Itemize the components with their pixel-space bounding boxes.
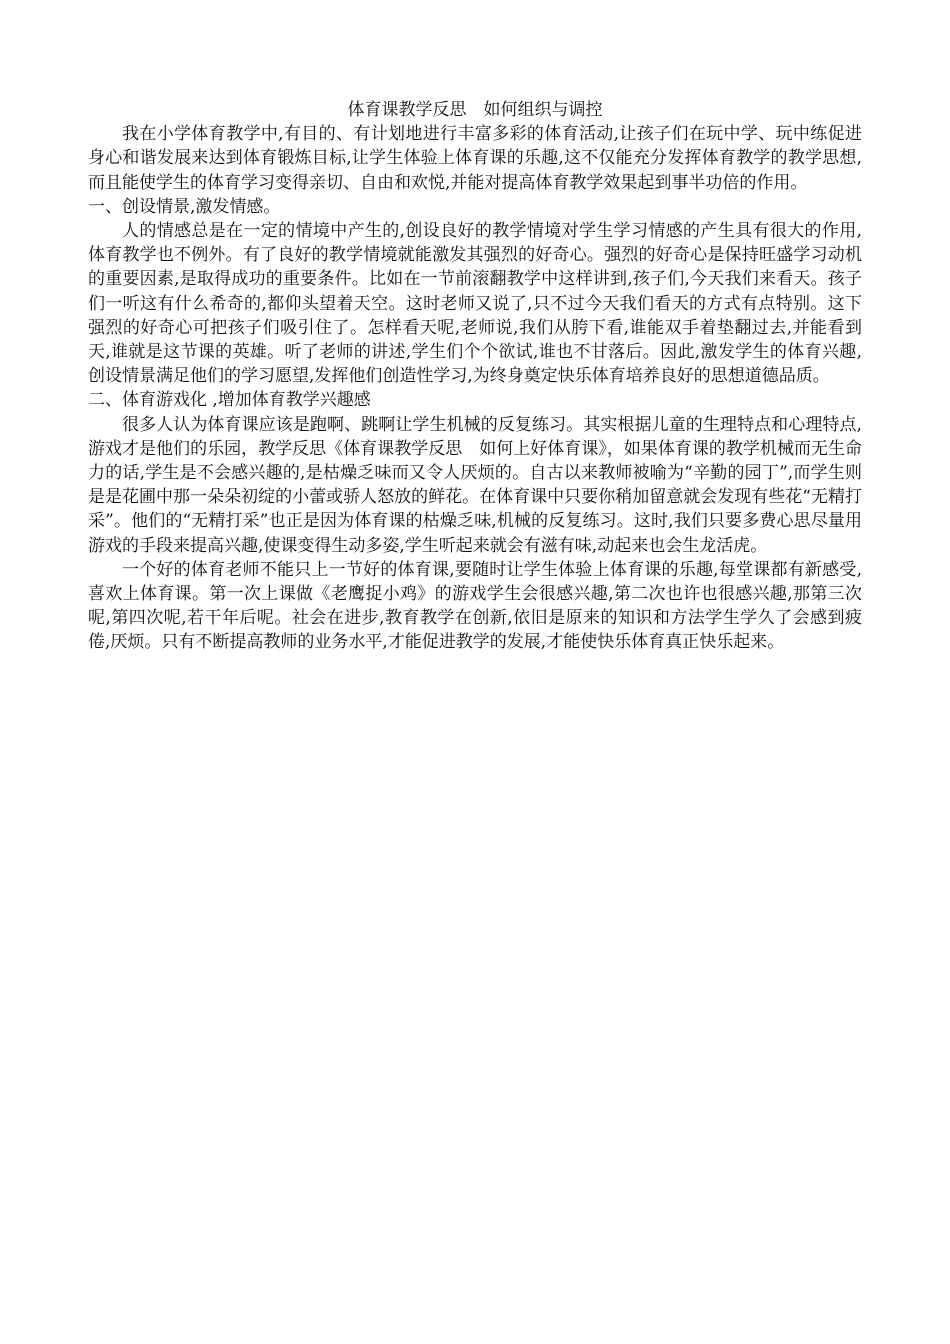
document-page [88,98,862,655]
section-1-paragraph: 人的情感总是在一定的情境中产生的,创设良好的教学情境对学生学习情感的产生具有很大的作用,体育教学也不例外。有了良好的教学情境就能激发其强烈的好奇心。强烈的好奇心是保持旺盛学习动机的重要因素,是取得成功的重要条件。比如在一节前滚翻教学中这样讲到,孩子们,今天我们来看天。孩子们一听这有什么希奇的,都仰头望着天空。这时老师又说了,只不过今天我们看天的方式有点特别。这下强烈的好奇心可把孩子们吸引住了。怎样看天呢,老师说,我们从胯下看,谁能双手着垫翻过去,并能看到天,谁就是这节课的英雄。听了老师的讲述,学生们个个欲试,谁也不甘落后。因此,激发学生的体育兴趣,创设情景满足他们的学习愿望,发挥他们创造性学习,为终身奠定快乐体育培养良好的思想道德品质。 [88,221,862,387]
section-heading-2: 二、体育游戏化 ,增加体育教学兴趣感 [88,390,371,411]
section-2-paragraph-2: 一个好的体育老师不能只上一节好的体育课,要随时让学生体验上体育课的乐趣,每堂课都有新感受,喜欢上体育课。第一次上课做《老鹰捉小鸡》的游戏学生会很感兴趣,第二次也许也很感兴趣,那第三次呢,第四次呢,若干年后呢。社会在进步,教育教学在创新,依旧是原来的知识和方法学生学久了会感到疲倦,厌烦。只有不断提高教师的业务水平,才能促进教学的发展,才能使快乐体育真正快乐起来。 [88,559,862,653]
intro-paragraph: 我在小学体育教学中,有目的、有计划地进行丰富多彩的体育活动,让孩子们在玩中学、玩中练促进身心和谐发展来达到体育锻炼目标,让学生体验上体育课的乐趣,这不仅能充分发挥体育教学的教学思想,而且能使学生的体育学习变得亲切、自由和欢悦,并能对提高体育教学效果起到事半功倍的作用。 [88,124,862,193]
section-heading-1: 一、创设情景,激发情感。 [88,196,281,217]
section-2-paragraph-1: 很多人认为体育课应该是跑啊、跳啊让学生机械的反复练习。其实根据儿童的生理特点和心理特点,游戏才是他们的乐园，教学反思《体育课教学反思 如何上好体育课》，如果体育课的教学机械而无生命力的话,学生是不会感兴趣的,是枯燥乏味而又令人厌烦的。自古以来教师被喻为“辛勤的园丁”,而学生则是是花圃中那一朵朵初绽的小蕾或骄人怒放的鲜花。在体育课中只要你稍加留意就会发现有些花“无精打采”。他们的“无精打采”也正是因为体育课的枯燥乏味,机械的反复练习。这时,我们只要多费心思尽量用游戏的手段来提高兴趣,使课变得生动多姿,学生听起来就会有滋有味,动起来也会生龙活虎。 [88,414,862,556]
document-title: 体育课教学反思 如何组织与调控 [347,100,603,120]
